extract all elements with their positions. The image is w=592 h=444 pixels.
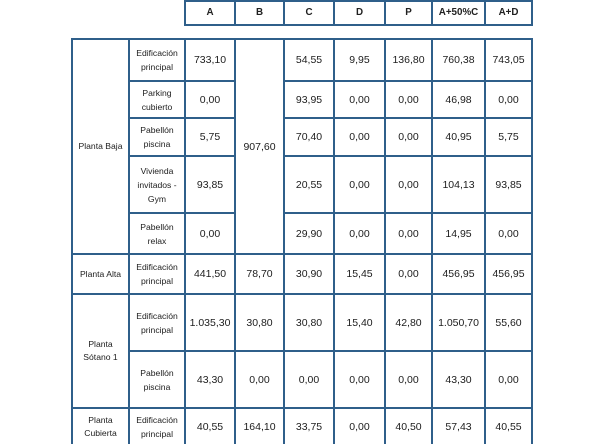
group-planta-baja: Planta Baja	[78, 141, 123, 151]
value-a-plus-d: 0,00	[498, 93, 519, 106]
header-a: A	[206, 7, 214, 18]
value-c: 70,40	[295, 131, 323, 143]
value-p: 42,80	[395, 316, 422, 329]
zone-cell: Edificación principal	[136, 48, 178, 72]
value-a-plus-50c: 14,95	[445, 227, 472, 240]
value-d: 0,00	[349, 420, 370, 433]
value-c: 33,75	[295, 420, 323, 433]
header-d: D	[355, 7, 364, 18]
table-border	[531, 0, 533, 26]
value-c: 0,00	[298, 373, 320, 386]
value-a: 1.035,30	[189, 316, 231, 329]
value-p: 0,00	[398, 131, 419, 143]
value-c: 20,55	[295, 178, 323, 191]
value-d: 0,00	[349, 373, 370, 386]
value-p: 136,80	[392, 54, 425, 66]
group-planta-cubierta: Planta Cubierta	[84, 414, 117, 438]
header-p: P	[405, 7, 412, 18]
value-a-plus-50c: 40,95	[445, 131, 472, 143]
value-a: 43,30	[196, 373, 224, 386]
value-p: 40,50	[395, 420, 422, 433]
value-a-plus-50c: 1.050,70	[438, 316, 479, 329]
value-a-plus-d: 743,05	[492, 54, 525, 66]
group-planta-sotano: Planta Sótano 1	[83, 339, 118, 362]
value-d: 0,00	[349, 178, 370, 191]
value-p: 0,00	[398, 373, 419, 386]
zone-cell: Pabellón relax	[140, 221, 174, 246]
value-p: 0,00	[398, 93, 419, 106]
value-d: 0,00	[349, 93, 370, 106]
value-d: 9,95	[349, 54, 370, 66]
table-border	[531, 38, 533, 444]
value-a-plus-d: 55,60	[495, 316, 522, 329]
value-c: 54,55	[295, 54, 323, 66]
value-a-plus-d: 5,75	[498, 131, 519, 143]
value-a: 5,75	[199, 131, 221, 143]
header-a-plus-50c: A+50%C	[438, 7, 479, 18]
value-a-plus-50c: 46,98	[445, 93, 472, 106]
zone-cell: Vivienda invitados - Gym	[137, 165, 177, 204]
value-a-plus-50c: 43,30	[445, 373, 472, 386]
value-a-plus-50c: 57,43	[445, 420, 472, 433]
zone-cell: Pabellón piscina	[140, 125, 174, 149]
value-c: 30,90	[295, 268, 323, 280]
value-b: 78,70	[246, 268, 273, 280]
value-a: 93,85	[196, 178, 224, 191]
value-d: 0,00	[349, 131, 370, 143]
zone-cell: Parking cubierto	[141, 87, 173, 112]
value-p: 0,00	[398, 178, 419, 191]
merged-b-planta-baja: 907,60	[243, 140, 276, 153]
value-b: 164,10	[243, 420, 276, 433]
value-p: 0,00	[398, 268, 419, 280]
value-a: 0,00	[199, 93, 221, 106]
zone-cell: Edificación principal	[136, 262, 178, 286]
value-a-plus-d: 456,95	[492, 268, 525, 280]
value-c: 29,90	[295, 227, 323, 240]
value-d: 15,45	[346, 268, 373, 280]
value-a-plus-d: 0,00	[498, 373, 519, 386]
value-a-plus-d: 40,55	[495, 420, 522, 433]
value-a: 733,10	[193, 54, 227, 66]
value-a: 441,50	[193, 268, 227, 280]
value-d: 0,00	[349, 227, 370, 240]
zone-cell: Edificación principal	[136, 310, 178, 335]
header-a-plus-d: A+D	[498, 7, 519, 18]
table-border	[184, 24, 532, 26]
value-a-plus-d: 93,85	[495, 178, 522, 191]
group-planta-alta: Planta Alta	[79, 268, 122, 279]
value-c: 93,95	[295, 93, 323, 106]
value-a-plus-50c: 104,13	[442, 178, 475, 191]
value-b: 30,80	[246, 316, 273, 329]
value-a: 0,00	[199, 227, 221, 240]
zone-cell: Pabellón piscina	[140, 367, 174, 392]
value-p: 0,00	[398, 227, 419, 240]
value-a-plus-50c: 760,38	[442, 54, 475, 66]
value-a: 40,55	[196, 420, 224, 433]
value-a-plus-50c: 456,95	[442, 268, 475, 280]
header-c: C	[305, 7, 313, 18]
zone-cell: Edificación principal	[136, 414, 178, 439]
value-b: 0,00	[249, 373, 270, 386]
value-d: 15,40	[346, 316, 373, 329]
header-b: B	[255, 7, 264, 18]
value-a-plus-d: 0,00	[498, 227, 519, 240]
value-c: 30,80	[295, 316, 323, 329]
